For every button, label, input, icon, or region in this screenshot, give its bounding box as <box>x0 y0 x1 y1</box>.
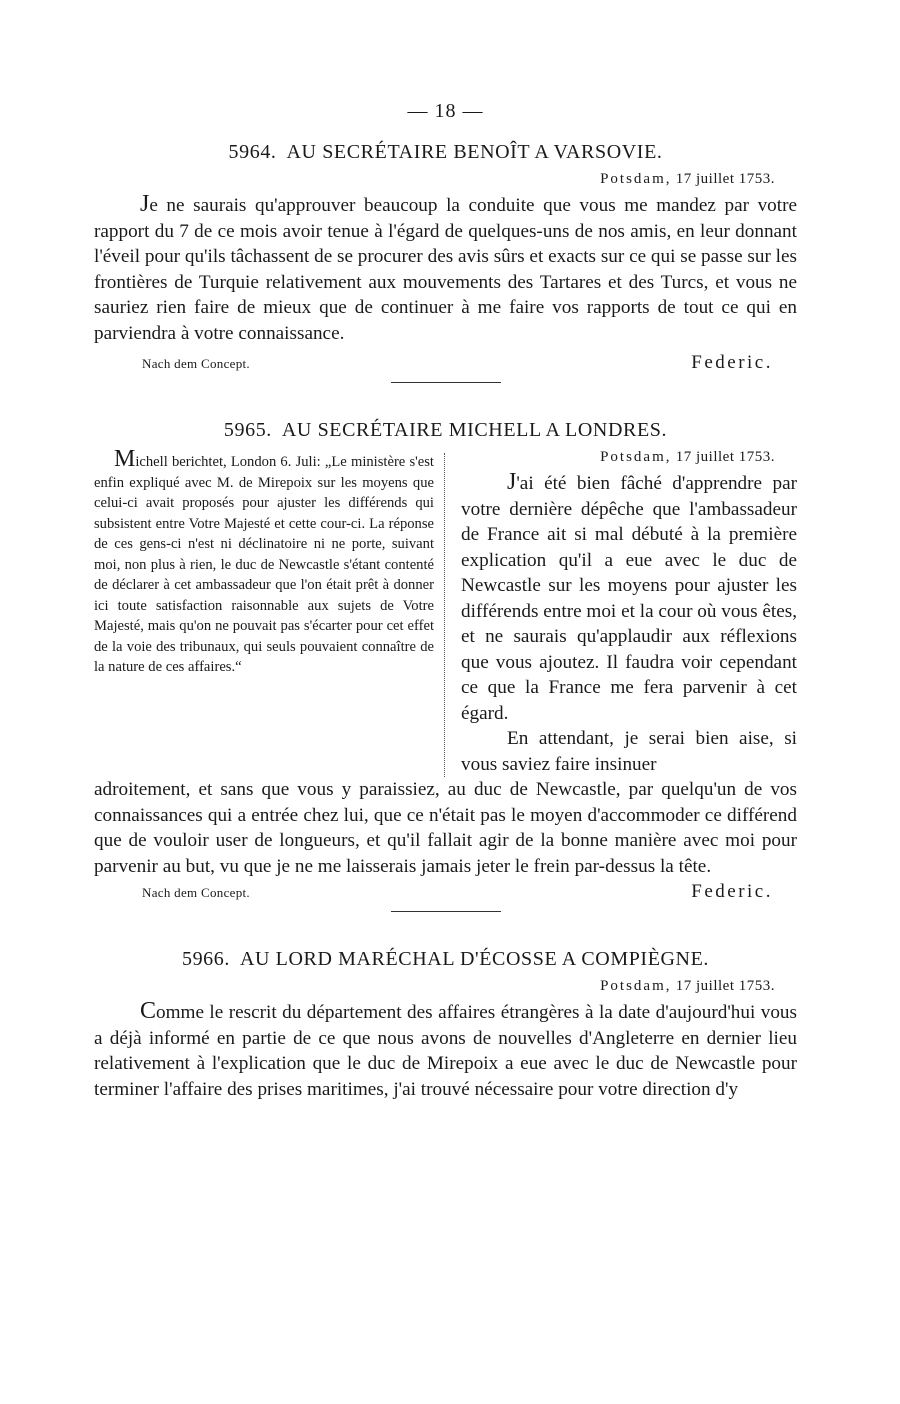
signature: Federic. <box>691 352 773 373</box>
letter-heading <box>94 141 797 164</box>
letter-number: 5965. <box>223 419 272 441</box>
initial-letter: J <box>507 469 517 495</box>
separator-rule <box>391 382 501 383</box>
letter-column <box>445 449 797 777</box>
separator-rule <box>391 911 501 912</box>
two-column-block <box>94 446 797 777</box>
letter-5965 <box>94 419 797 912</box>
place: Potsdam, <box>600 171 672 187</box>
letter-text: omme le rescrit du département des affaires étrangères à la date d'aujourd'hui vous a déjà informé en partie de ce que nous avons de nouvelles d'Angleterre en dernier lieu relativement à l'explication que le duc de Mirepoix a eue avec le duc de Newcastle pour terminer l'affaire des prises maritimes, j'ai trouvé nécessaire pour votre direction d'y <box>94 1002 797 1100</box>
letter-title: AU SECRÉTAIRE BENOÎT A VARSOVIE. <box>286 141 663 163</box>
date: 17 juillet 1753. <box>675 978 775 994</box>
place: Potsdam, <box>600 978 672 994</box>
letter-body <box>94 999 797 1102</box>
letter-body-column-2: En attendant, je serai bien aise, si vous saviez faire insinuer <box>461 728 797 775</box>
summary-text: ichell berichtet, London 6. Juli: „Le ministère s'est enfin expliqué avec M. de Mirepoix sur les moyens que celui-ci avait proposés pour ajuster les différends qui subsistent entre Votre Majesté et cette cour-ci. La réponse de ces gens-ci n'est ni déclinatoire ni ne porte, suivant moi, non plus à rien, le duc de Newcastle s'étant contenté de déclarer à cet ambassadeur que l'on était prêt à donner ici toute satisfaction raisonnable aux sujets de Votre Majesté, mais qu'on ne pouvait pas s'écarter pour cet effet de la voie des tribunaux, qui seuls pouvaient connaître de la nature de ces affaires.“ <box>94 454 434 675</box>
report-summary <box>94 446 444 777</box>
letter-heading <box>94 419 797 442</box>
page-number: — 18 — <box>407 100 484 122</box>
letter-footer <box>94 881 797 903</box>
initial-letter: J <box>140 191 150 217</box>
date: 17 juillet 1753. <box>675 449 775 465</box>
letter-body <box>94 192 797 346</box>
source-note: Nach dem Concept. <box>142 885 250 900</box>
letter-text: 'ai été bien fâché d'apprendre par votre dernière dépêche que l'ambassadeur de France ait si mal débuté à la première explication qu'il a eue avec le duc de Newcastle sur les moyens pour ajuster les différends entre moi et la cour où vous êtes, et ne saurais qu'applaudir aux réflexions que vous ajoutez. Il faudra voir cependant ce que la France me fera parvenir à cet égard. <box>461 473 797 724</box>
letter-number: 5964. <box>228 141 277 163</box>
source-note: Nach dem Concept. <box>142 356 250 371</box>
letter-title: AU SECRÉTAIRE MICHELL A LONDRES. <box>281 419 668 441</box>
letter-body-column <box>461 470 797 726</box>
dateline <box>94 171 775 188</box>
dateline <box>461 449 775 466</box>
letter-title: AU LORD MARÉCHAL D'ÉCOSSE A COMPIÈGNE. <box>239 948 710 970</box>
document-page <box>94 100 797 1102</box>
date: 17 juillet 1753. <box>675 171 775 187</box>
letter-body-continued: adroitement, et sans que vous y paraissiez, au duc de Newcastle, par quelqu'un de vos connaissances qui a entrée chez lui, que ce n'était pas le moyen d'accommoder ce différend que de vouloir user de longueurs, et qu'il fallait agir de la bonne manière avec moi pour parvenir au but, vu que je ne me laisserais jamais jeter le frein par-dessus la tête. <box>94 779 797 877</box>
letter-5964 <box>94 141 797 383</box>
letter-text: e ne saurais qu'approuver beaucoup la conduite que vous me mandez par votre rapport du 7 de ce mois avoir tenue à l'égard de quelques-uns de nos amis, en leur donnant l'éveil pour qu'ils tâchassent de se procurer des avis sûrs et exacts sur ce qui se passe sur les frontières de Turquie relativement aux mouvements des Tartares et des Turcs, et vous ne sauriez rien faire de mieux que de continuer à me faire vos rapports de tout ce qui en parviendra à votre connaissance. <box>94 195 797 344</box>
dateline <box>94 978 775 995</box>
letter-number: 5966. <box>181 948 230 970</box>
place: Potsdam, <box>600 449 672 465</box>
initial-letter: C <box>140 998 157 1024</box>
signature: Federic. <box>691 881 773 902</box>
letter-footer <box>94 352 797 374</box>
letter-heading <box>94 948 797 971</box>
initial-letter: M <box>114 446 136 472</box>
letter-5966 <box>94 948 797 1102</box>
